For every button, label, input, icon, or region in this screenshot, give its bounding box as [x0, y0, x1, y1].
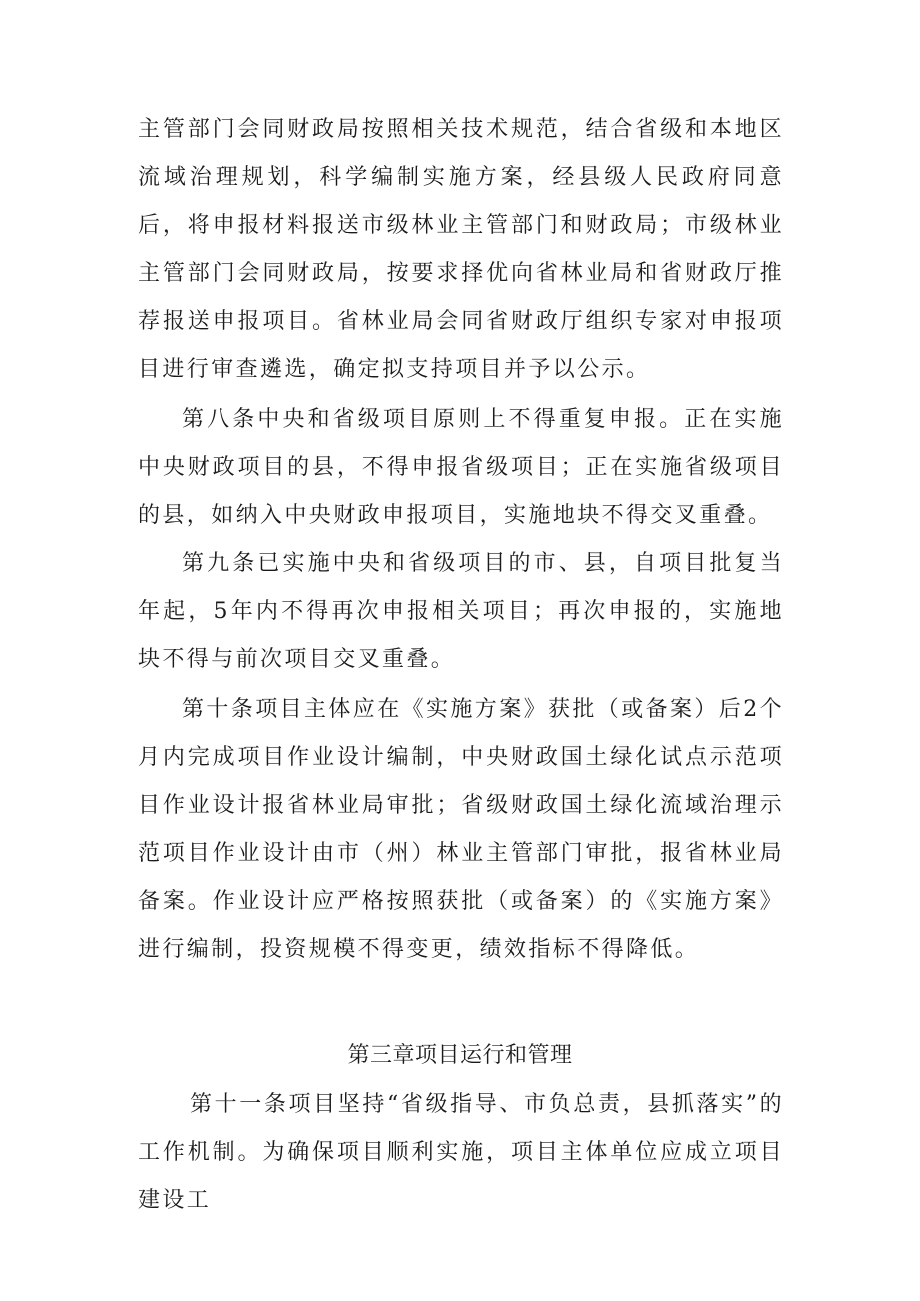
- chapter-3-heading: 第三章项目运行和管理: [347, 1043, 573, 1068]
- article-9-paragraph: 第九条已实施中央和省级项目的市、县，自项目批复当年起，5年内不得再次申报相关项目；再次申报的，实施地块不得与前次项目交叉重叠。: [138, 551, 784, 672]
- article-8-paragraph: 第八条中央和省级项目原则上不得重复申报。正在实施中央财政项目的县，不得申报省级项目；正在实施省级项目的县，如纳入中央财政申报项目，实施地块不得交叉重叠。: [138, 407, 784, 528]
- paragraph-continuation: 主管部门会同财政局按照相关技术规范，结合省级和本地区流域治理规划，科学编制实施方案，经县级人民政府同意后，将申报材料报送市级林业主管部门和财政局；市级林业主管部门会同财政局，按要求择优向省林业局和省财政厅推荐报送申报项目。省林业局会同省财政厅组织专家对申报项目进行审查遴选，确定拟支持项目并予以公示。: [138, 117, 784, 382]
- article-11-paragraph: 第十一条项目坚持“省级指导、市负总责，县抓落实”的工作机制。为确保项目顺利实施，项目主体单位应成立项目建设工: [138, 1092, 784, 1213]
- article-10-paragraph: 第十条项目主体应在《实施方案》获批（或备案）后2个月内完成项目作业设计编制，中央财政国土绿化试点示范项目作业设计报省林业局审批；省级财政国土绿化流域治理示范项目作业设计由市（州）林业主管部门审批，报省林业局备案。作业设计应严格按照获批（或备案）的《实施方案》进行编制，投资规模不得变更，绩效指标不得降低。: [138, 697, 784, 962]
